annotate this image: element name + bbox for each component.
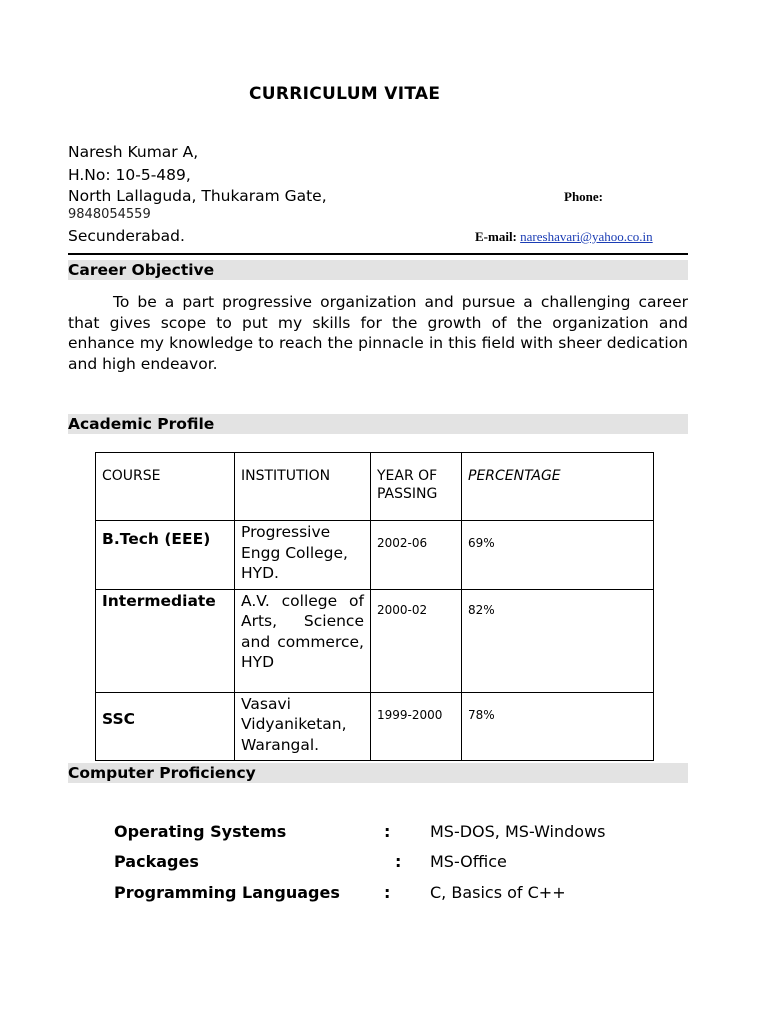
proficiency-row — [114, 883, 340, 903]
proficiency-label: Operating Systems — [114, 822, 287, 841]
institution-cell: A.V. college of Arts, Science and commerce, HYD — [235, 589, 371, 692]
email-label: E-mail: — [475, 229, 517, 244]
proficiency-sep: : — [395, 852, 402, 871]
institution-cell: Progressive Engg College, HYD. — [235, 521, 371, 590]
section-career-objective: Career Objective — [68, 260, 688, 280]
proficiency-label: Packages — [114, 852, 199, 871]
proficiency-value: MS-Office — [430, 852, 507, 871]
course-cell: B.Tech (EEE) — [96, 521, 235, 590]
header-year: YEAR OF PASSING — [371, 453, 462, 521]
percentage-cell: 69% — [462, 521, 654, 590]
year-cell: 2002-06 — [371, 521, 462, 590]
contact-house: H.No: 10-5-489, — [68, 166, 191, 184]
email-link[interactable]: nareshavari@yahoo.co.in — [520, 229, 653, 244]
proficiency-value: MS-DOS, MS-Windows — [430, 822, 606, 841]
section-academic-profile: Academic Profile — [68, 414, 688, 434]
academic-table — [95, 452, 654, 761]
proficiency-value: C, Basics of C++ — [430, 883, 566, 902]
page-title: CURRICULUM VITAE — [249, 84, 441, 104]
table-row — [96, 589, 654, 692]
header-percentage: PERCENTAGE — [462, 453, 654, 521]
table-header-row — [96, 453, 654, 521]
table-row — [96, 521, 654, 590]
percentage-cell: 82% — [462, 589, 654, 692]
course-cell: SSC — [96, 692, 235, 761]
phone-label: Phone: — [564, 189, 603, 204]
year-cell: 1999-2000 — [371, 692, 462, 761]
proficiency-sep: : — [384, 883, 391, 902]
contact-phone-number: 9848054559 — [68, 207, 151, 222]
header-course: COURSE — [96, 453, 235, 521]
proficiency-sep: : — [384, 822, 391, 841]
contact-city: Secunderabad. — [68, 227, 185, 245]
contact-name: Naresh Kumar A, — [68, 143, 199, 161]
year-cell: 2000-02 — [371, 589, 462, 692]
header-divider — [68, 253, 688, 255]
header-institution: INSTITUTION — [235, 453, 371, 521]
percentage-cell: 78% — [462, 692, 654, 761]
table-row — [96, 692, 654, 761]
proficiency-row — [114, 852, 199, 872]
email-row — [475, 229, 653, 245]
section-computer-proficiency: Computer Proficiency — [68, 763, 688, 783]
objective-text: To be a part progressive organization and pursue a challenging career that gives scope to put my skills for the growth of the organization and enhance my knowledge to reach the pinnacle in this field with sheer dedication and high endeavor. — [68, 293, 688, 373]
institution-cell: Vasavi Vidyaniketan, Warangal. — [235, 692, 371, 761]
contact-street: North Lallaguda, Thukaram Gate, — [68, 187, 327, 205]
proficiency-row — [114, 822, 286, 842]
proficiency-label: Programming Languages — [114, 883, 340, 902]
course-cell: Intermediate — [96, 589, 235, 692]
